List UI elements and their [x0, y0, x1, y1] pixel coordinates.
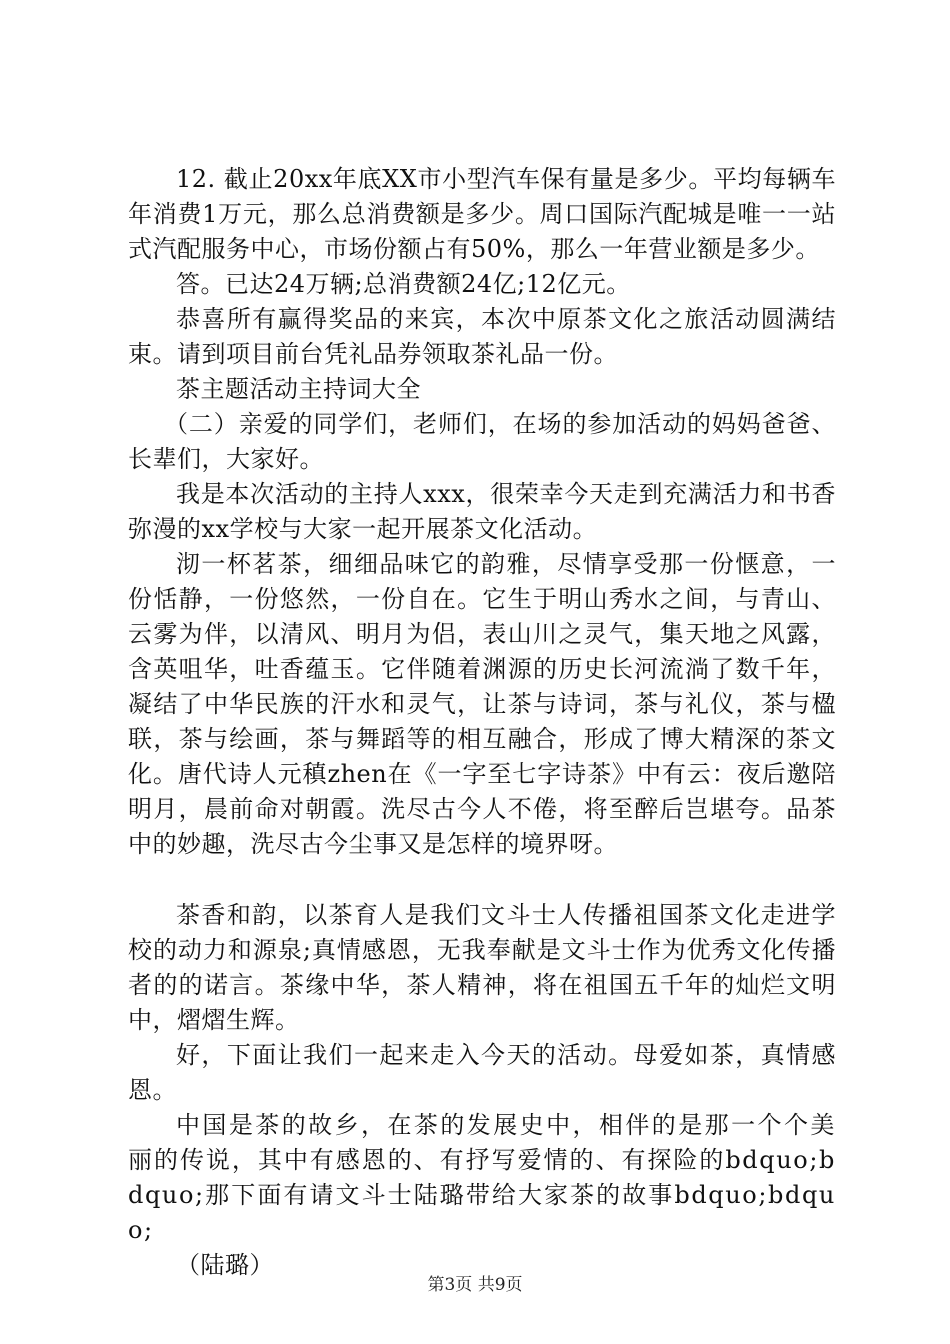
page-number-footer: 第3页 共9页 [427, 1275, 523, 1295]
paragraph-tea-culture: 沏一杯茗茶，细细品味它的韵雅，尽情享受那一份惬意，一份恬静，一份悠然，一份自在。它生于明山秀水之间，与青山、云雾为伴，以清风、明月为侣，表山川之灵气，集天地之风露，含英咀华，吐香蕴玉。它伴随着渊源的历史长河流淌了数千年，凝结了中华民族的汗水和灵气，让茶与诗词，茶与礼仪，茶与楹联，茶与绘画，茶与舞蹈等的相互融合，形成了博大精深的茶文化。唐代诗人元稹zhen在《一字至七字诗茶》中有云：夜后邀陪明月，晨前命对朝霞。洗尽古今人不倦，将至醉后岂堪夸。品茶中的妙趣，洗尽古今尘事又是怎样的境界呀。 [128, 550, 836, 858]
paragraph-activity-start: 好，下面让我们一起来走入今天的活动。母爱如茶，真情感恩。 [128, 1041, 836, 1104]
paragraph-congratulations: 恭喜所有赢得奖品的来宾，本次中原茶文化之旅活动圆满结束。请到项目前台凭礼品券领取茶礼品一份。 [128, 305, 836, 368]
paragraph-greeting: （二）亲爱的同学们，老师们，在场的参加活动的妈妈爸爸、长辈们，大家好。 [128, 410, 836, 473]
paragraph-tea-fragrance: 茶香和韵，以茶育人是我们文斗士人传播祖国茶文化走进学校的动力和源泉;真情感恩，无我奉献是文斗士作为优秀文化传播者的的诺言。茶缘中华，茶人精神，将在祖国五千年的灿烂文明中，熠熠生辉。 [128, 901, 836, 1034]
document-body [128, 162, 836, 1283]
paragraph-tea-story: 中国是茶的故乡，在茶的发展史中，相伴的是那一个个美丽的传说，其中有感恩的、有抒写爱情的、有探险的bdquo;bdquo;那下面有请文斗士陆璐带给大家茶的故事bdquo;bdquo; [128, 1111, 836, 1244]
paragraph-question-12: 12. 截止20xx年底XX市小型汽车保有量是多少。平均每辆车年消费1万元，那么总消费额是多少。周口国际汽配城是唯一一站式汽配服务中心，市场份额占有50%，那么一年营业额是多少。 [128, 165, 836, 263]
paragraph-answer: 答。已达24万辆;总消费额24亿;12亿元。 [176, 270, 631, 298]
section-heading: 茶主题活动主持词大全 [176, 375, 421, 403]
paragraph-speaker-name: （陆璐） [176, 1251, 274, 1279]
paragraph-host-intro: 我是本次活动的主持人xxx，很荣幸今天走到充满活力和书香弥漫的xx学校与大家一起开展茶文化活动。 [128, 480, 836, 543]
